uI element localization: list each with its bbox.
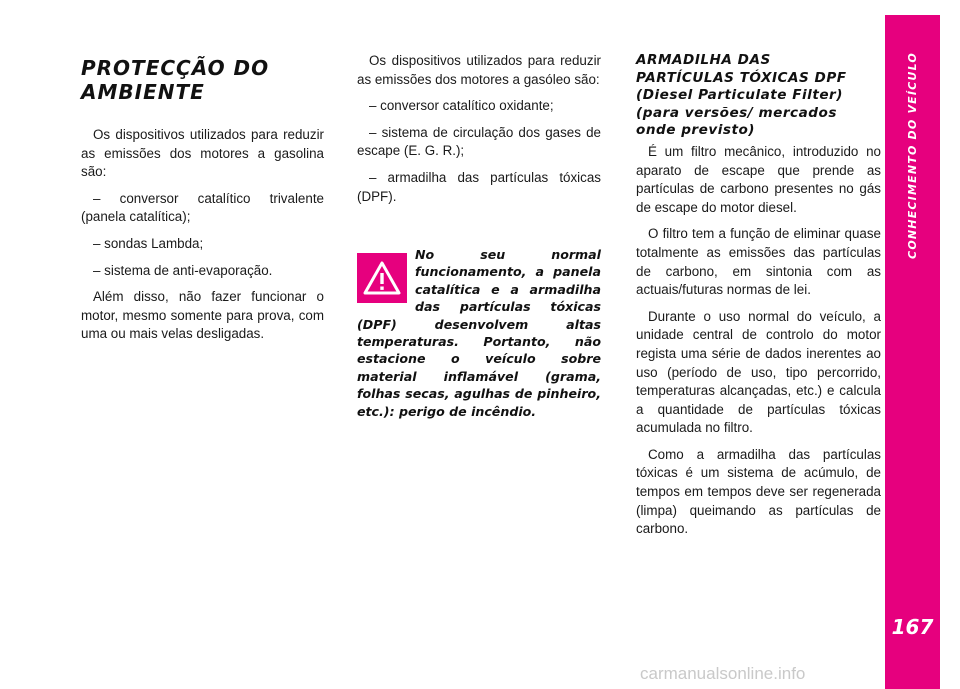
column-left (81, 56, 324, 352)
list-item: – sistema de circulação dos gases de escape (E. G. R.); (357, 124, 601, 159)
section-title-line2: AMBIENTE (81, 80, 205, 104)
warning-text: No seu normal funcionamento, a panela catalítica e a armadilha das partículas tóxicas (DPF) desenvolvem altas temperaturas. Portanto, não estacione o veículo sobre material inflamável (grama, folhas secas, agulhas de pinheiro, etc.): perigo de incêndio. (357, 247, 601, 419)
section-title-line1: PROTECÇÃO DO (81, 56, 270, 80)
heading-line: (para versões/ mercados (636, 104, 837, 121)
column-middle (357, 52, 601, 214)
paragraph: Os dispositivos utilizados para reduzir as emissões dos motores a gasóleo são: (357, 53, 601, 87)
heading-line: (Diesel Particulate Filter) (636, 87, 843, 104)
paragraph: É um filtro mecânico, introduzido no aparato de escape que prende as partículas de carbono presentes no gás de escape do motor diesel. (636, 143, 881, 215)
warning-triangle-icon (357, 253, 407, 303)
heading-line: onde previsto) (636, 122, 756, 139)
heading-line: ARMADILHA DAS (636, 52, 771, 68)
page-number: 167 (891, 615, 934, 639)
paragraph: O filtro tem a função de eliminar quase totalmente as emissões das partículas de carbono, em sintonia com as actuais/futuras normas de lei. (636, 226, 881, 298)
chapter-title: CONHECIMENTO DO VEÍCULO (906, 51, 919, 259)
list-item: – sondas Lambda; (93, 235, 204, 251)
list-item: – conversor catalítico trivalente (panela catalítica); (81, 190, 324, 225)
paragraph: Os dispositivos utilizados para reduzir as emissões dos motores a gasolina são: (81, 127, 324, 180)
heading-line: PARTÍCULAS TÓXICAS DPF (636, 69, 847, 86)
list-item: – conversor catalítico oxidante; (369, 98, 554, 114)
chapter-sidebar (885, 15, 940, 689)
paragraph: Durante o uso normal do veículo, a unidade central de controlo do motor regista uma série de dados inerentes ao uso (período de uso, tipo percorrido, temperaturas alcançadas, etc.) e calcula a quantidade de partículas tóxicas acumulada no filtro. (636, 308, 881, 436)
column-right (636, 52, 881, 547)
list-item: – armadilha das partículas tóxicas (DPF). (357, 169, 601, 204)
watermark: carmanualsonline.info (640, 664, 806, 683)
warning-box (357, 246, 601, 420)
section-title (81, 56, 324, 104)
paragraph: Como a armadilha das partículas tóxicas é um sistema de acúmulo, de tempos em tempos deve ser regenerada (limpa) queimando as partículas de carbono. (636, 446, 881, 537)
list-item: – sistema de anti-evaporação. (93, 262, 273, 278)
subsection-heading (636, 52, 881, 140)
paragraph: Além disso, não fazer funcionar o motor, mesmo somente para prova, com uma ou mais velas desligadas. (81, 289, 324, 342)
